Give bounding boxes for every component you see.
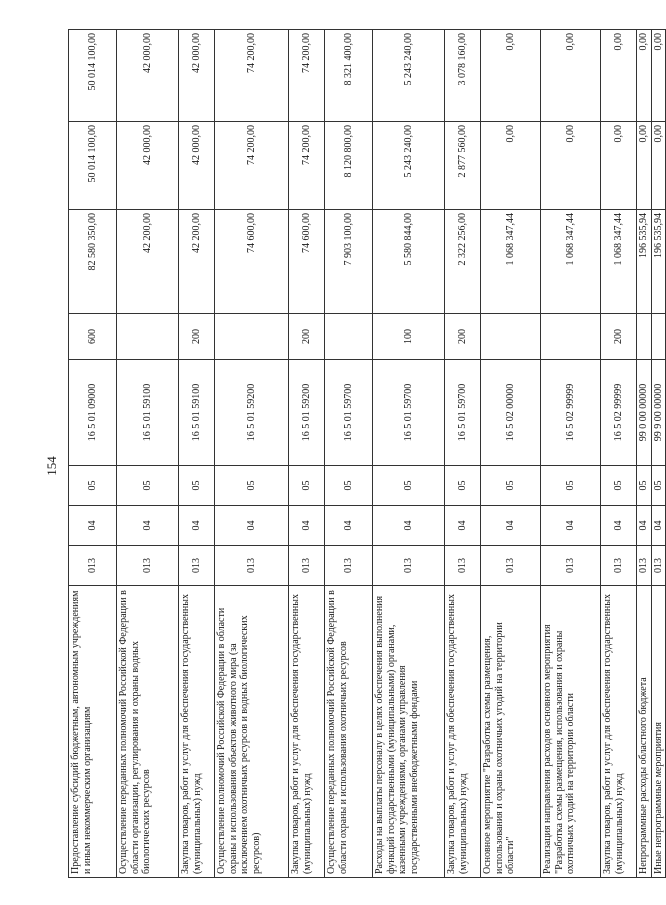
subsection-code-cell: 05 — [69, 466, 117, 506]
subsection-code-cell: 05 — [373, 466, 445, 506]
expense-name-cell: Осуществление переданных полномочий Российской Федерации в области охраны и использования охотничьих ресурсов — [325, 586, 373, 878]
amount-year3-cell: 42 000,00 — [117, 30, 179, 122]
table-row — [481, 30, 541, 878]
expense-name-cell: Предоставление субсидий бюджетным, автономным учреждениям и иным некоммерческим организациям — [69, 586, 117, 878]
grbs-code-cell: 013 — [69, 546, 117, 586]
expense-type-cell: 200 — [289, 314, 325, 360]
target-article-cell: 16 5 01 59700 — [445, 360, 481, 466]
amount-year1-cell: 1 068 347,44 — [481, 210, 541, 314]
amount-year3-cell: 0,00 — [541, 30, 601, 122]
expense-name-cell: Осуществление переданных полномочий Российской Федерации в области организации, регулирования и охраны водных биологических ресурсов — [117, 586, 179, 878]
section-code-cell: 04 — [481, 506, 541, 546]
page-number: 154 — [44, 456, 59, 476]
section-code-cell: 04 — [179, 506, 215, 546]
expense-name-cell: Закупка товаров, работ и услуг для обеспечения государственных (муниципальных) нужд — [289, 586, 325, 878]
expense-type-cell — [481, 314, 541, 360]
target-article-cell: 16 5 01 59700 — [325, 360, 373, 466]
subsection-code-cell: 05 — [179, 466, 215, 506]
amount-year2-cell: 0,00 — [481, 122, 541, 210]
expense-type-cell — [215, 314, 289, 360]
amount-year1-cell: 1 068 347,44 — [601, 210, 637, 314]
amount-year3-cell: 74 200,00 — [289, 30, 325, 122]
table-row — [289, 30, 325, 878]
target-article-cell: 99 9 00 00000 — [651, 360, 666, 466]
amount-year2-cell: 2 877 560,00 — [445, 122, 481, 210]
subsection-code-cell: 05 — [601, 466, 637, 506]
grbs-code-cell: 013 — [601, 546, 637, 586]
expense-type-cell: 200 — [179, 314, 215, 360]
table-row — [637, 30, 652, 878]
grbs-code-cell: 013 — [445, 546, 481, 586]
table-row — [651, 30, 666, 878]
expense-name-cell: Иные непрограммные мероприятия — [651, 586, 666, 878]
table-row — [601, 30, 637, 878]
expense-type-cell: 200 — [445, 314, 481, 360]
target-article-cell: 16 5 02 99999 — [601, 360, 637, 466]
amount-year3-cell: 50 014 100,00 — [69, 30, 117, 122]
expense-name-cell: Закупка товаров, работ и услуг для обеспечения государственных (муниципальных) нужд — [601, 586, 637, 878]
amount-year3-cell: 0,00 — [637, 30, 652, 122]
budget-table — [68, 29, 666, 878]
amount-year2-cell: 74 200,00 — [289, 122, 325, 210]
grbs-code-cell: 013 — [179, 546, 215, 586]
expense-name-cell: Закупка товаров, работ и услуг для обеспечения государственных (муниципальных) нужд — [445, 586, 481, 878]
expense-type-cell — [117, 314, 179, 360]
amount-year3-cell: 0,00 — [651, 30, 666, 122]
table-row — [215, 30, 289, 878]
section-code-cell: 04 — [117, 506, 179, 546]
rotated-page-content — [68, 30, 664, 878]
subsection-code-cell: 05 — [215, 466, 289, 506]
amount-year1-cell: 82 580 350,00 — [69, 210, 117, 314]
expense-type-cell: 600 — [69, 314, 117, 360]
amount-year2-cell: 0,00 — [601, 122, 637, 210]
amount-year2-cell: 0,00 — [637, 122, 652, 210]
amount-year1-cell: 196 535,94 — [651, 210, 666, 314]
amount-year1-cell: 42 200,00 — [179, 210, 215, 314]
expense-type-cell — [541, 314, 601, 360]
section-code-cell: 04 — [215, 506, 289, 546]
amount-year2-cell: 0,00 — [651, 122, 666, 210]
expense-type-cell: 200 — [601, 314, 637, 360]
section-code-cell: 04 — [325, 506, 373, 546]
grbs-code-cell: 013 — [289, 546, 325, 586]
grbs-code-cell: 013 — [325, 546, 373, 586]
table-row — [541, 30, 601, 878]
table-row — [69, 30, 117, 878]
target-article-cell: 16 5 01 59100 — [179, 360, 215, 466]
amount-year2-cell: 5 243 240,00 — [373, 122, 445, 210]
amount-year1-cell: 196 535,94 — [637, 210, 652, 314]
amount-year2-cell: 50 014 100,00 — [69, 122, 117, 210]
amount-year2-cell: 8 120 800,00 — [325, 122, 373, 210]
amount-year3-cell: 74 200,00 — [215, 30, 289, 122]
target-article-cell: 16 5 02 99999 — [541, 360, 601, 466]
subsection-code-cell: 05 — [541, 466, 601, 506]
target-article-cell: 16 5 01 59200 — [215, 360, 289, 466]
target-article-cell: 99 0 00 00000 — [637, 360, 652, 466]
section-code-cell: 04 — [373, 506, 445, 546]
amount-year3-cell: 5 243 240,00 — [373, 30, 445, 122]
section-code-cell: 04 — [601, 506, 637, 546]
subsection-code-cell: 05 — [117, 466, 179, 506]
grbs-code-cell: 013 — [481, 546, 541, 586]
amount-year1-cell: 74 600,00 — [215, 210, 289, 314]
subsection-code-cell: 05 — [651, 466, 666, 506]
table-row — [325, 30, 373, 878]
budget-table-area — [68, 30, 664, 878]
amount-year1-cell: 7 903 100,00 — [325, 210, 373, 314]
section-code-cell: 04 — [541, 506, 601, 546]
amount-year2-cell: 42 000,00 — [117, 122, 179, 210]
amount-year3-cell: 8 321 400,00 — [325, 30, 373, 122]
expense-name-cell: Основное мероприятие "Разработка схемы размещения, использования и охраны охотничьих угодий на территории области" — [481, 586, 541, 878]
section-code-cell: 04 — [445, 506, 481, 546]
subsection-code-cell: 05 — [325, 466, 373, 506]
amount-year1-cell: 1 068 347,44 — [541, 210, 601, 314]
subsection-code-cell: 05 — [289, 466, 325, 506]
expense-name-cell: Расходы на выплаты персоналу в целях обеспечения выполнения функций государственными (муниципальными) органами, казенными учреждениями, органами управления государственными внебюджетными фондами — [373, 586, 445, 878]
subsection-code-cell: 05 — [481, 466, 541, 506]
amount-year1-cell: 2 322 256,00 — [445, 210, 481, 314]
amount-year1-cell: 74 600,00 — [289, 210, 325, 314]
expense-type-cell — [637, 314, 652, 360]
expense-type-cell: 100 — [373, 314, 445, 360]
amount-year3-cell: 3 078 160,00 — [445, 30, 481, 122]
section-code-cell: 04 — [289, 506, 325, 546]
section-code-cell: 04 — [637, 506, 652, 546]
table-row — [373, 30, 445, 878]
amount-year1-cell: 42 200,00 — [117, 210, 179, 314]
amount-year2-cell: 42 000,00 — [179, 122, 215, 210]
subsection-code-cell: 05 — [637, 466, 652, 506]
target-article-cell: 16 5 01 09000 — [69, 360, 117, 466]
amount-year2-cell: 0,00 — [541, 122, 601, 210]
section-code-cell: 04 — [69, 506, 117, 546]
grbs-code-cell: 013 — [117, 546, 179, 586]
expense-type-cell — [651, 314, 666, 360]
target-article-cell: 16 5 02 00000 — [481, 360, 541, 466]
expense-name-cell: Осуществление полномочий Российской Федерации в области охраны и использования объектов животного мира (за исключением охотничьих ресурсов и водных биологических ресурсов) — [215, 586, 289, 878]
table-row — [179, 30, 215, 878]
grbs-code-cell: 013 — [651, 546, 666, 586]
table-row — [445, 30, 481, 878]
expense-name-cell: Закупка товаров, работ и услуг для обеспечения государственных (муниципальных) нужд — [179, 586, 215, 878]
grbs-code-cell: 013 — [215, 546, 289, 586]
amount-year1-cell: 5 580 844,00 — [373, 210, 445, 314]
table-row — [117, 30, 179, 878]
amount-year2-cell: 74 200,00 — [215, 122, 289, 210]
grbs-code-cell: 013 — [637, 546, 652, 586]
amount-year3-cell: 0,00 — [481, 30, 541, 122]
expense-name-cell: Непрограммные расходы областного бюджета — [637, 586, 652, 878]
target-article-cell: 16 5 01 59100 — [117, 360, 179, 466]
grbs-code-cell: 013 — [373, 546, 445, 586]
amount-year3-cell: 42 000,00 — [179, 30, 215, 122]
target-article-cell: 16 5 01 59200 — [289, 360, 325, 466]
expense-type-cell — [325, 314, 373, 360]
expense-name-cell: Реализация направления расходов основного мероприятия "Разработка схемы размещения, использования и охраны охотничьих угодий на территории области — [541, 586, 601, 878]
section-code-cell: 04 — [651, 506, 666, 546]
grbs-code-cell: 013 — [541, 546, 601, 586]
subsection-code-cell: 05 — [445, 466, 481, 506]
target-article-cell: 16 5 01 59700 — [373, 360, 445, 466]
amount-year3-cell: 0,00 — [601, 30, 637, 122]
